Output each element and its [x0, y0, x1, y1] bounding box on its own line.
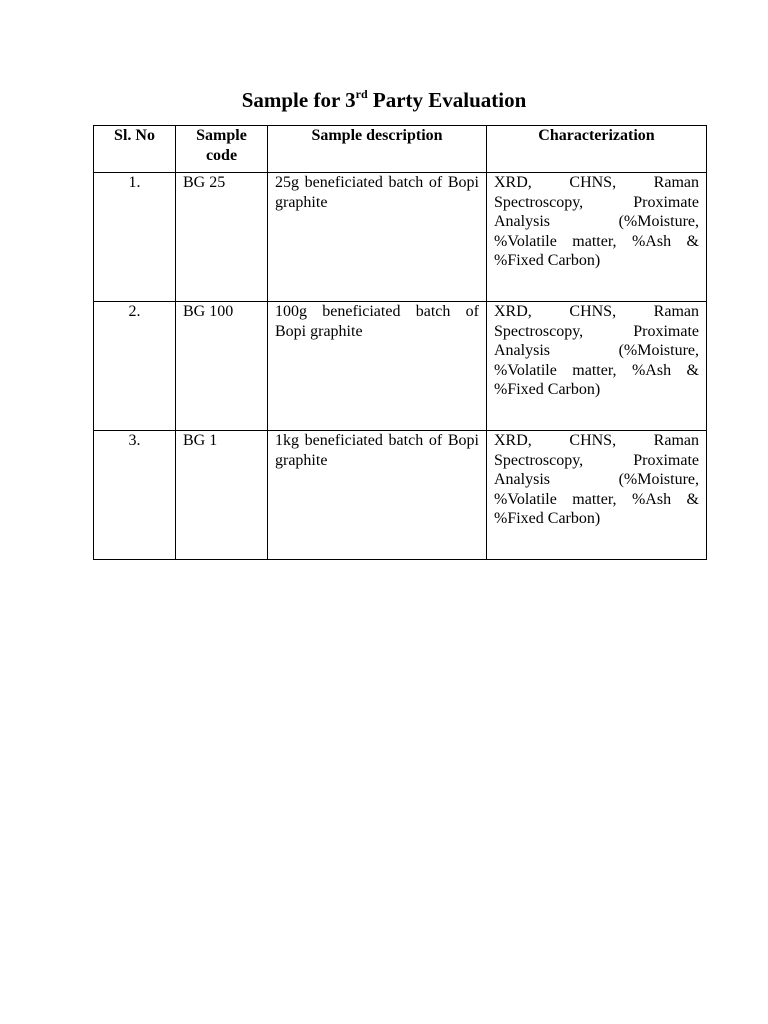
- header-sample-code: Sample code: [176, 126, 268, 173]
- cell-sample-description: 100g beneficiated batch of Bopi graphite: [268, 302, 487, 431]
- table-header-row: [94, 126, 707, 173]
- title-suffix: Party Evaluation: [367, 88, 527, 112]
- cell-sample-code: BG 25: [176, 173, 268, 302]
- header-characterization: Characterization: [487, 126, 707, 173]
- cell-sample-code: BG 100: [176, 302, 268, 431]
- title-prefix: Sample for 3: [241, 88, 356, 112]
- header-sl-no: Sl. No: [94, 126, 176, 173]
- page-title: [0, 86, 768, 114]
- header-sample-description: Sample description: [268, 126, 487, 173]
- cell-characterization: XRD, CHNS, Raman Spectroscopy, Proximate Analysis (%Moisture, %Volatile matter, %Ash & %Fixed Carbon): [487, 431, 707, 560]
- samples-table: [93, 125, 707, 560]
- table-row: [94, 173, 707, 302]
- table-row: [94, 431, 707, 560]
- cell-sample-code: BG 1: [176, 431, 268, 560]
- cell-sl-no: 2.: [94, 302, 176, 431]
- cell-characterization: XRD, CHNS, Raman Spectroscopy, Proximate Analysis (%Moisture, %Volatile matter, %Ash & %Fixed Carbon): [487, 173, 707, 302]
- cell-sample-description: 25g beneficiated batch of Bopi graphite: [268, 173, 487, 302]
- title-superscript: rd: [355, 87, 368, 101]
- cell-sl-no: 1.: [94, 173, 176, 302]
- cell-sample-description: 1kg beneficiated batch of Bopi graphite: [268, 431, 487, 560]
- cell-sl-no: 3.: [94, 431, 176, 560]
- table-row: [94, 302, 707, 431]
- cell-characterization: XRD, CHNS, Raman Spectroscopy, Proximate Analysis (%Moisture, %Volatile matter, %Ash & %Fixed Carbon): [487, 302, 707, 431]
